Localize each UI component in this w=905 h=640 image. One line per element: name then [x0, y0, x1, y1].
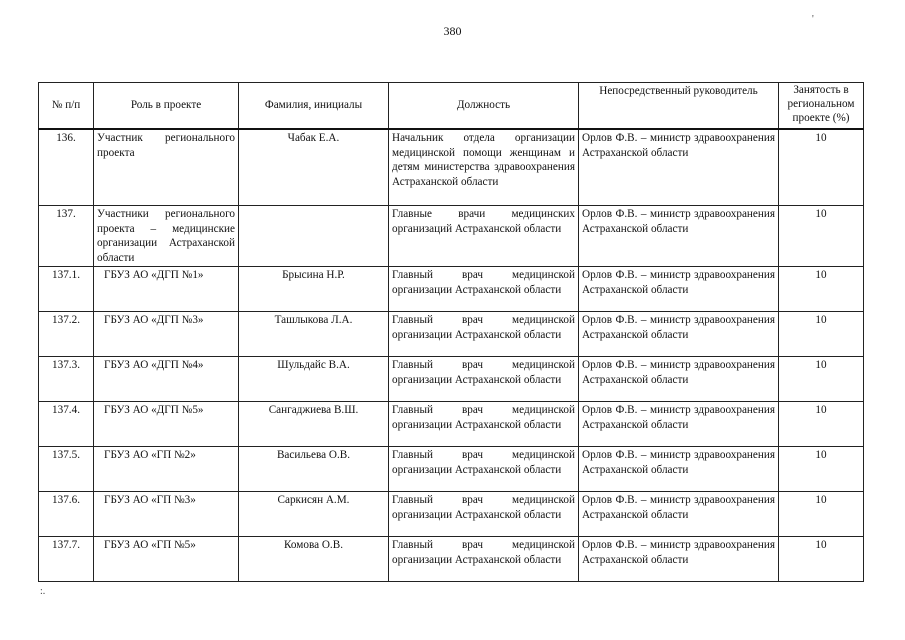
cell-load: 10: [779, 402, 864, 447]
table-row: [39, 357, 864, 402]
cell-position: Главный врач медицинской организации Астраханской области: [389, 402, 579, 447]
cell-position: Главные врачи медицинских организаций Астраханской области: [389, 206, 579, 267]
cell-load: 10: [779, 267, 864, 312]
header-load: Занятость в региональном проекте (%): [779, 83, 864, 130]
cell-num: 137.3.: [39, 357, 94, 402]
cell-lead: Орлов Ф.В. – министр здравоохранения Астраханской области: [579, 312, 779, 357]
cell-load: 10: [779, 492, 864, 537]
cell-role: ГБУЗ АО «ДГП №4»: [94, 357, 239, 402]
cell-position: Главный врач медицинской организации Астраханской области: [389, 492, 579, 537]
cell-role: Участник регионального проекта: [94, 129, 239, 206]
cell-position: Главный врач медицинской организации Астраханской области: [389, 267, 579, 312]
table-row: [39, 537, 864, 582]
cell-lead: Орлов Ф.В. – министр здравоохранения Астраханской области: [579, 402, 779, 447]
cell-load: 10: [779, 206, 864, 267]
table-row: [39, 447, 864, 492]
cell-lead: Орлов Ф.В. – министр здравоохранения Астраханской области: [579, 492, 779, 537]
table-row: [39, 492, 864, 537]
cell-lead: Орлов Ф.В. – министр здравоохранения Астраханской области: [579, 537, 779, 582]
cell-num: 137.5.: [39, 447, 94, 492]
cell-num: 137.6.: [39, 492, 94, 537]
header-num: № п/п: [39, 83, 94, 130]
header-position: Должность: [389, 83, 579, 130]
cell-name: Васильева О.В.: [239, 447, 389, 492]
cell-num: 137.4.: [39, 402, 94, 447]
table-row: [39, 402, 864, 447]
page-number: 380: [443, 24, 462, 38]
cell-role: ГБУЗ АО «ДГП №1»: [94, 267, 239, 312]
cell-load: 10: [779, 537, 864, 582]
scan-mark-top: ': [812, 14, 814, 25]
cell-position: Начальник отдела организации медицинской помощи женщинам и детям министерства здравоохранения Астраханской области: [389, 129, 579, 206]
table-row: [39, 206, 864, 267]
cell-name: Ташлыкова Л.А.: [239, 312, 389, 357]
header-lead: Непосредственный руководитель: [579, 83, 779, 130]
table-row: [39, 267, 864, 312]
cell-load: 10: [779, 312, 864, 357]
cell-position: Главный врач медицинской организации Астраханской области: [389, 357, 579, 402]
cell-num: 136.: [39, 129, 94, 206]
cell-role: Участники регионального проекта – медицинские организации Астраханской области: [94, 206, 239, 267]
cell-lead: Орлов Ф.В. – министр здравоохранения Астраханской области: [579, 129, 779, 206]
cell-lead: Орлов Ф.В. – министр здравоохранения Астраханской области: [579, 447, 779, 492]
table-row: [39, 312, 864, 357]
header-name: Фамилия, инициалы: [239, 83, 389, 130]
cell-name: Сангаджиева В.Ш.: [239, 402, 389, 447]
cell-num: 137.1.: [39, 267, 94, 312]
cell-role: ГБУЗ АО «ГП №2»: [94, 447, 239, 492]
table-header-row: [39, 83, 864, 130]
cell-role: ГБУЗ АО «ДГП №3»: [94, 312, 239, 357]
cell-num: 137.2.: [39, 312, 94, 357]
scan-mark-bottom: :.: [40, 586, 46, 597]
cell-name: Комова О.В.: [239, 537, 389, 582]
cell-num: 137.: [39, 206, 94, 267]
table-row: [39, 129, 864, 206]
cell-load: 10: [779, 447, 864, 492]
cell-name: Саркисян А.М.: [239, 492, 389, 537]
cell-lead: Орлов Ф.В. – министр здравоохранения Астраханской области: [579, 267, 779, 312]
cell-role: ГБУЗ АО «ГП №3»: [94, 492, 239, 537]
header-role: Роль в проекте: [94, 83, 239, 130]
cell-load: 10: [779, 357, 864, 402]
cell-lead: Орлов Ф.В. – министр здравоохранения Астраханской области: [579, 206, 779, 267]
cell-role: ГБУЗ АО «ГП №5»: [94, 537, 239, 582]
cell-name: Чабак Е.А.: [239, 129, 389, 206]
cell-load: 10: [779, 129, 864, 206]
cell-role: ГБУЗ АО «ДГП №5»: [94, 402, 239, 447]
cell-num: 137.7.: [39, 537, 94, 582]
cell-position: Главный врач медицинской организации Астраханской области: [389, 447, 579, 492]
cell-name: [239, 206, 389, 267]
project-participants-table: [38, 82, 864, 582]
cell-lead: Орлов Ф.В. – министр здравоохранения Астраханской области: [579, 357, 779, 402]
cell-position: Главный врач медицинской организации Астраханской области: [389, 537, 579, 582]
cell-position: Главный врач медицинской организации Астраханской области: [389, 312, 579, 357]
cell-name: Брысина Н.Р.: [239, 267, 389, 312]
cell-name: Шульдайс В.А.: [239, 357, 389, 402]
